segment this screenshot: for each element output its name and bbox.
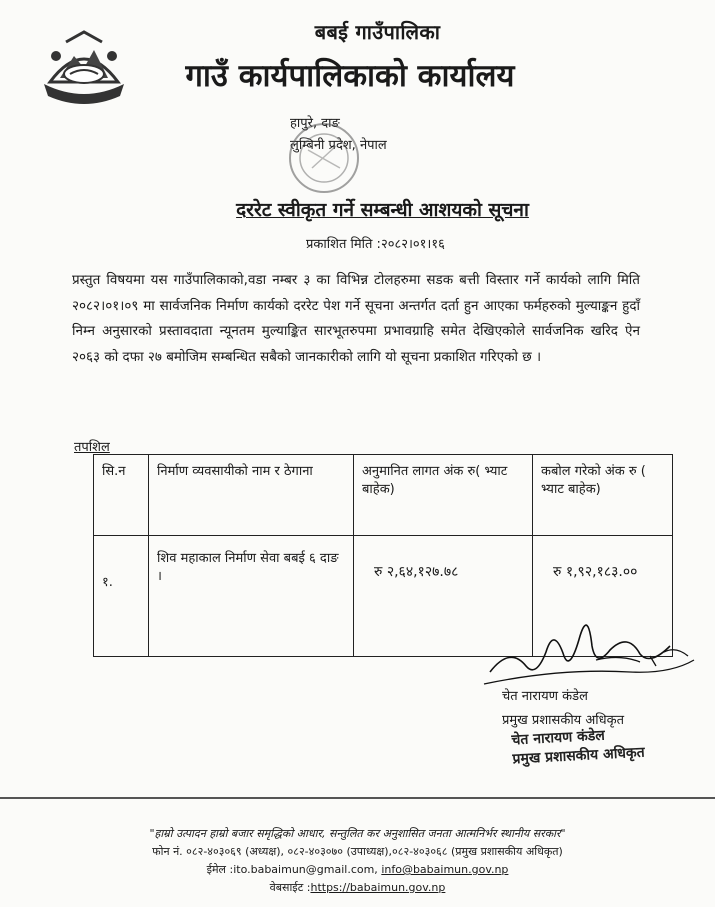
header-estimate: अनुमानित लागत अंक रु( भ्याट बाहेक)	[354, 455, 533, 536]
footer-slogan: "हाम्रो उत्पादन हाम्रो बजार समृद्धिको आधार, सन्तुलित कर अनुशासित जनता आत्मनिर्भर स्थानीय सरकार"	[149, 827, 566, 840]
table-caption: तपशिल	[74, 440, 110, 455]
address-line-2: लुम्बिनी प्रदेश, नेपाल	[290, 138, 387, 153]
stamp-name: चेत नारायण कंडेल	[511, 727, 606, 749]
office-seal-stamp	[272, 110, 382, 210]
handwritten-signature	[480, 606, 700, 698]
estimate-amount: रु २,६४,१२७.७८	[374, 564, 459, 580]
bid-amount: रु १,९२,१८३.००	[553, 564, 638, 580]
footer-divider	[0, 797, 715, 799]
cell-contractor: शिव महाकाल निर्माण सेवा बबई ६ दाङ ।	[149, 536, 354, 657]
table-header-row	[94, 455, 673, 536]
address-line-1: हापुरे, दाङ	[290, 116, 340, 131]
name-stamp	[511, 725, 645, 770]
header-bid: कबोल गरेको अंक रु ( भ्याट बाहेक)	[533, 455, 673, 536]
website-link[interactable]: https://babaimun.gov.np	[310, 881, 446, 894]
footer-website	[0, 880, 715, 895]
footer-email	[0, 862, 715, 877]
published-date-value: २०८२।०१।१६	[380, 237, 445, 252]
cell-serial: १.	[94, 536, 149, 657]
header-serial: सि.न	[94, 455, 149, 536]
office-title: गाउँ कार्यपालिकाको कार्यालय	[185, 58, 515, 94]
website-label: वेबसाईट :	[269, 881, 311, 894]
email-label: ईमेल :	[206, 863, 234, 876]
stamp-designation: प्रमुख प्रशासकीय अधिकृत	[512, 744, 646, 768]
published-date	[306, 234, 445, 252]
municipality-name: बबई गाउँपालिका	[314, 20, 441, 44]
signer-designation: प्रमुख प्रशासकीय अधिकृत	[502, 713, 625, 728]
footer-phones: फोन नं. ०८२-४०३०६९ (अध्यक्ष), ०८२-४०३०७० (उपाध्यक्ष),०८२-४०३०६८ (प्रमुख प्रशासकीय अधिकृत)	[152, 845, 563, 858]
published-label: प्रकाशित मिति :	[306, 237, 381, 252]
email-link-1[interactable]: ito.babaimun@gmail.com,	[233, 863, 382, 876]
notice-body: प्रस्तुत विषयमा यस गाउँपालिकाको,वडा नम्बर ३ का विभिन्न टोलहरुमा सडक बत्ती विस्तार गर्ने कार्यको लागि मिति २०८२।०१।०९ मा सार्वजनिक निर्माण कार्यको दररेट पेश गर्ने सूचना अन्तर्गत दर्ता हुन आएका फर्महरुको मुल्याङ्कन हुदाँ निम्न अनुसारको प्रस्तावदाता न्यूनतम मुल्याङ्कित सारभूतरुपमा प्रभावग्राहि समेत देखिएकोले सार्वजनिक खरिद ऐन २०६३ को दफा २७ बमोजिम सम्बन्धित सबैको जानकारीको लागि यो सूचना प्रकाशित गरिएको छ ।	[72, 272, 640, 365]
notice-title: दररेट स्वीकृत गर्ने सम्बन्धी आशयको सूचना	[236, 199, 529, 221]
header-contractor: निर्माण व्यवसायीको नाम र ठेगाना	[149, 455, 354, 536]
signer-name: चेत नारायण कंडेल	[502, 689, 588, 704]
email-link-2[interactable]: info@babaimun.gov.np	[381, 863, 509, 876]
